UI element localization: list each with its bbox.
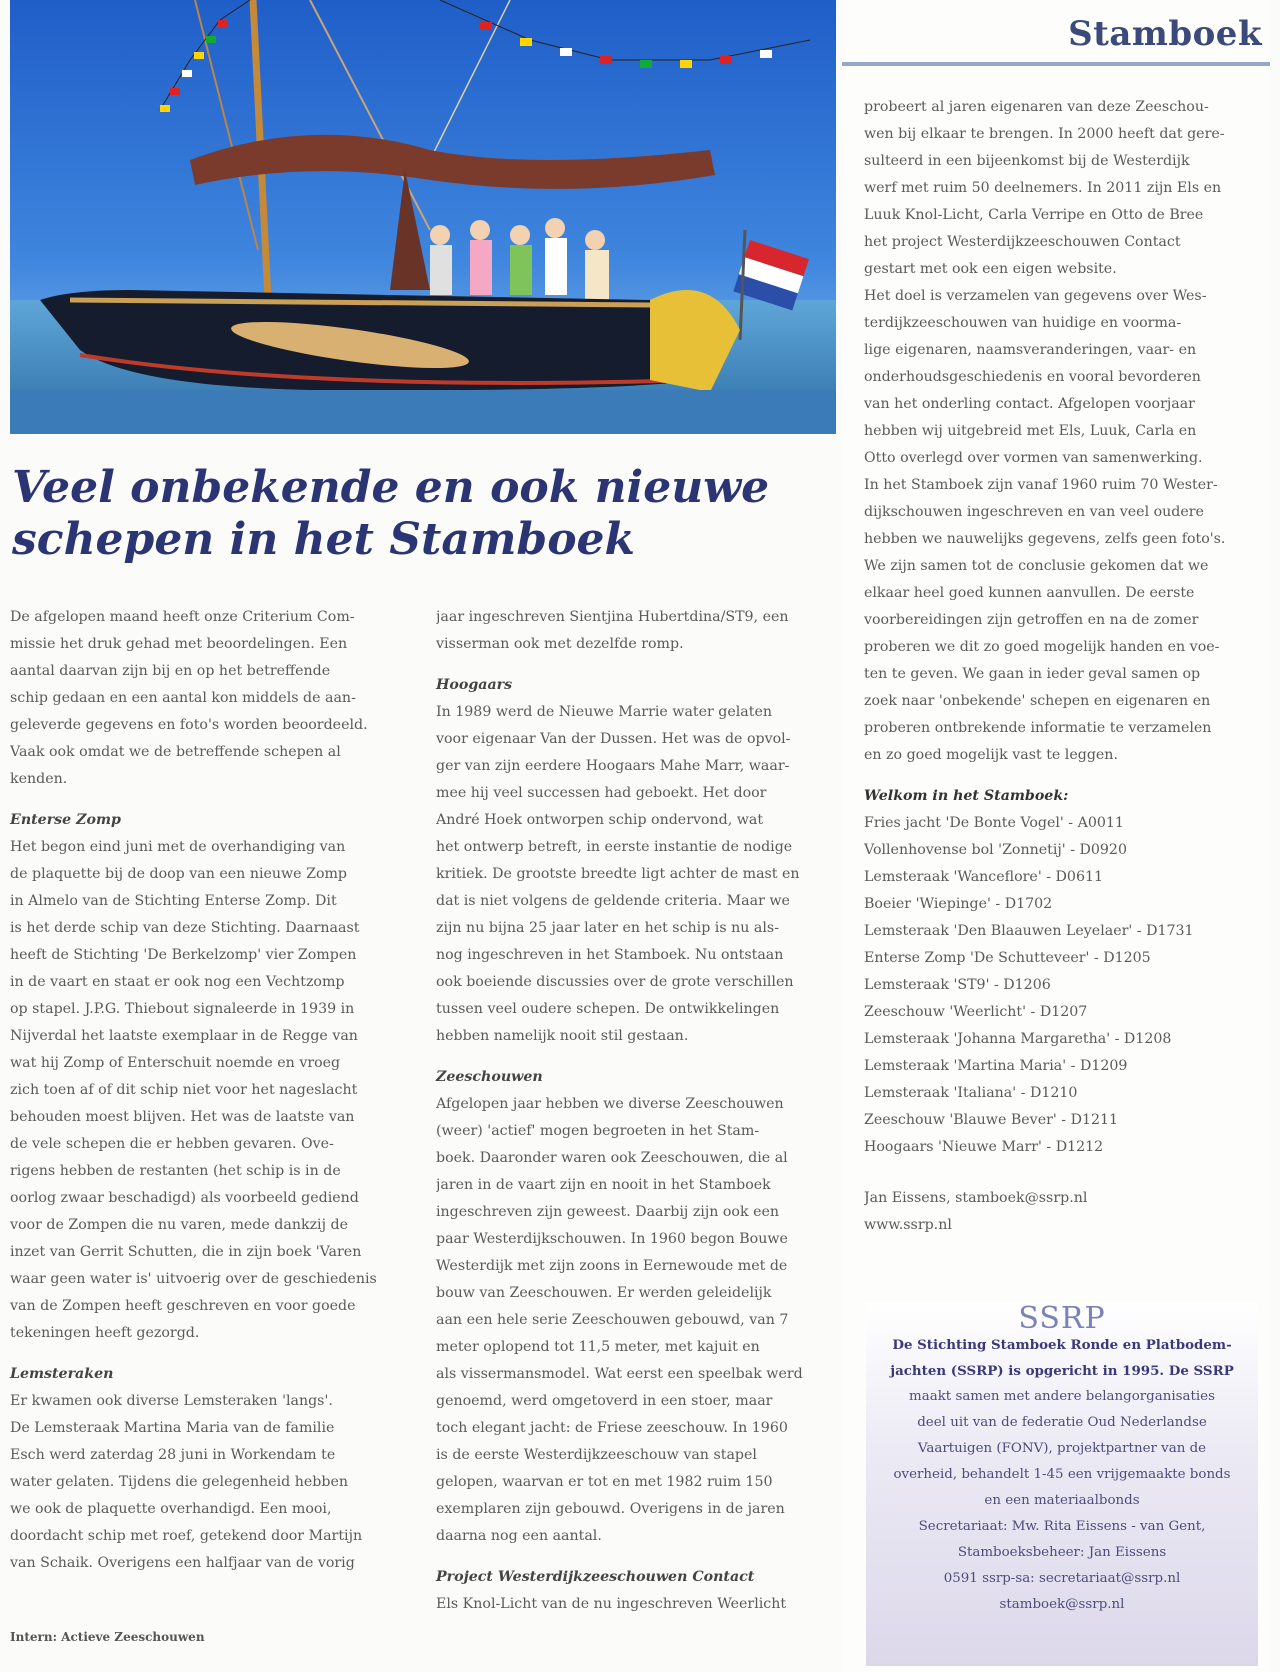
- column-left: [10, 604, 398, 1577]
- text-line: zijn nu bijna 25 jaar later en het schip is nu als-: [436, 920, 779, 936]
- text-line: Otto overlegd over vormen van samenwerking.: [864, 450, 1203, 466]
- photo-caption: Intern: Actieve Zeeschouwen: [10, 1630, 205, 1644]
- text-line: Lemsteraak 'Johanna Margaretha' - D1208: [864, 1031, 1172, 1047]
- text-line: water gelaten. Tijdens die gelegenheid hebben: [10, 1474, 348, 1490]
- text-line: In het Stamboek zijn vanaf 1960 ruim 70 Wester-: [864, 477, 1218, 493]
- text-line: André Hoek ontworpen schip ondervond, wat: [436, 812, 764, 828]
- ssrp-text: [866, 1332, 1258, 1618]
- text-line: kenden.: [10, 771, 68, 787]
- text-line: daarna nog een aantal.: [436, 1528, 602, 1544]
- text-line: Lemsteraak 'Martina Maria' - D1209: [864, 1058, 1128, 1074]
- text-line: hebben we nauwelijks gegevens, zelfs geen foto's.: [864, 531, 1226, 547]
- paragraph-project: [436, 1591, 826, 1618]
- paragraph-lemsteraken: [10, 1388, 398, 1577]
- article-headline: [12, 462, 812, 566]
- text-line: De Lemsteraak Martina Maria van de familie: [10, 1420, 335, 1436]
- paragraph-continued: [436, 604, 826, 658]
- text-line: en zo goed mogelijk vast te leggen.: [864, 747, 1118, 763]
- text-line: toch elegant jacht: de Friese zeeschouw. In 1960: [436, 1420, 788, 1436]
- text-line: Esch werd zaterdag 28 juni in Workendam te: [10, 1447, 336, 1463]
- header-divider: [842, 62, 1270, 66]
- text-line: lige eigenaren, naamsveranderingen, vaar- en: [864, 342, 1197, 358]
- text-line: Jan Eissens, stamboek@ssrp.nl: [864, 1190, 1088, 1206]
- text-line: Nijverdal het laatste exemplaar in de Regge van: [10, 1028, 358, 1044]
- subheading-enterse-zomp: Enterse Zomp: [10, 812, 121, 828]
- text-line: Luuk Knol-Licht, Carla Verripe en Otto de Bree: [864, 207, 1204, 223]
- text-line: Vaak ook omdat we de betreffende schepen al: [10, 744, 341, 760]
- text-line: jaar ingeschreven Sientjina Hubertdina/ST9, een: [436, 609, 789, 625]
- text-line: voorbereidingen zijn getroffen en na de zomer: [864, 612, 1199, 628]
- ssrp-info-box: [866, 1302, 1258, 1666]
- text-line: tekeningen heeft gezorgd.: [10, 1325, 200, 1341]
- text-line: maakt samen met andere belangorganisaties: [909, 1389, 1215, 1404]
- welcome-heading: Welkom in het Stamboek:: [864, 788, 1069, 804]
- text-line: Lemsteraak 'Wanceflore' - D0611: [864, 869, 1104, 885]
- text-line: Westerdijk met zijn zoons in Eernewoude met de: [436, 1258, 788, 1274]
- text-line: visserman ook met dezelfde romp.: [436, 636, 684, 652]
- paragraph-enterse-zomp: [10, 834, 398, 1347]
- text-line: Lemsteraak 'ST9' - D1206: [864, 977, 1051, 993]
- text-line: Hoogaars 'Nieuwe Marr' - D1212: [864, 1139, 1104, 1155]
- text-line: meter oplopend tot 11,5 meter, met kajuit en: [436, 1339, 760, 1355]
- text-line: deel uit van de federatie Oud Nederlandse: [917, 1415, 1207, 1430]
- text-line: Els Knol-Licht van de nu ingeschreven Weerlicht: [436, 1596, 787, 1612]
- subheading-zeeschouwen: Zeeschouwen: [436, 1069, 543, 1085]
- text-line: Fries jacht 'De Bonte Vogel' - A0011: [864, 815, 1124, 831]
- headline-line: schepen in het Stamboek: [12, 514, 636, 565]
- text-line: we ook de plaquette overhandigd. Een mooi,: [10, 1501, 332, 1517]
- text-line: Secretariaat: Mw. Rita Eissens - van Gent,: [918, 1519, 1206, 1534]
- text-line: elkaar heel goed kunnen aanvullen. De eerste: [864, 585, 1195, 601]
- text-line: rigens hebben de restanten (het schip is in de: [10, 1163, 341, 1179]
- text-line: inzet van Gerrit Schutten, die in zijn boek 'Varen: [10, 1244, 362, 1260]
- paragraph-hoogaars: [436, 699, 826, 1050]
- contact-info: [864, 1185, 1264, 1239]
- column-middle: [436, 604, 826, 1618]
- text-line: in de vaart en staat er ook nog een Vechtzomp: [10, 974, 345, 990]
- text-line: dijkschouwen ingeschreven en van veel oudere: [864, 504, 1204, 520]
- text-line: wat hij Zomp of Enterschuit noemde en vroeg: [10, 1055, 341, 1071]
- text-line: geleverde gegevens en foto's worden beoordeeld.: [10, 717, 368, 733]
- text-line: ten te geven. We gaan in ieder geval samen op: [864, 666, 1201, 682]
- text-line: behouden moest blijven. Het was de laatste van: [10, 1109, 355, 1125]
- text-line: proberen we dit zo goed mogelijk handen en voe-: [864, 639, 1220, 655]
- text-line: hebben namelijk nooit stil gestaan.: [436, 1028, 689, 1044]
- text-line: de plaquette bij de doop van een nieuwe Zomp: [10, 866, 348, 882]
- text-line: Het begon eind juni met de overhandiging van: [10, 839, 346, 855]
- text-line: aantal daarvan zijn bij en op het betreffende: [10, 663, 331, 679]
- text-line: kritiek. De grootste breedte ligt achter de mast en: [436, 866, 800, 882]
- text-line: ger van zijn eerdere Hoogaars Mahe Marr, waar-: [436, 758, 790, 774]
- text-line: gestart met ook een eigen website.: [864, 261, 1117, 277]
- text-line: Boeier 'Wiepinge' - D1702: [864, 896, 1053, 912]
- text-line: zoek naar 'onbekende' schepen en eigenaren en: [864, 693, 1211, 709]
- text-line: Lemsteraak 'Italiana' - D1210: [864, 1085, 1078, 1101]
- boat-photo: [10, 0, 836, 434]
- text-line: is het derde schip van deze Stichting. Daarnaast: [10, 920, 360, 936]
- text-line: tussen veel oudere schepen. De ontwikkelingen: [436, 1001, 780, 1017]
- text-line: In 1989 werd de Nieuwe Marrie water gelaten: [436, 704, 772, 720]
- text-line: terdijkzeeschouwen van huidige en voorma-: [864, 315, 1182, 331]
- text-line: sulteerd in een bijeenkomst bij de Westerdijk: [864, 153, 1190, 169]
- text-line: Lemsteraak 'Den Blaauwen Leyelaer' - D1731: [864, 923, 1194, 939]
- text-line: en een materiaalbonds: [984, 1493, 1140, 1508]
- text-line: missie het druk gehad met beoordelingen. Een: [10, 636, 348, 652]
- text-line: stamboek@ssrp.nl: [999, 1597, 1125, 1612]
- text-line: Er kwamen ook diverse Lemsteraken 'langs'.: [10, 1393, 333, 1409]
- text-line: www.ssrp.nl: [864, 1217, 952, 1233]
- headline-line: Veel onbekende en ook nieuwe: [12, 462, 770, 513]
- text-line: van de Zompen heeft geschreven en voor goede: [10, 1298, 356, 1314]
- text-line: Stamboeksbeheer: Jan Eissens: [957, 1545, 1167, 1560]
- text-line: heeft de Stichting 'De Berkelzomp' vier Zompen: [10, 947, 357, 963]
- text-line: overheid, behandelt 1-45 een vrijgemaakte bonds: [893, 1467, 1231, 1482]
- text-line: Het doel is verzamelen van gegevens over Wes-: [864, 288, 1207, 304]
- text-line: schip gedaan en een aantal kon middels de aan-: [10, 690, 356, 706]
- text-line: Afgelopen jaar hebben we diverse Zeeschouwen: [436, 1096, 784, 1112]
- text-line: werf met ruim 50 deelnemers. In 2011 zijn Els en: [864, 180, 1222, 196]
- text-line: oorlog zwaar beschadigd) als voorbeeld gediend: [10, 1190, 359, 1206]
- text-line: in Almelo van de Stichting Enterse Zomp. Dit: [10, 893, 337, 909]
- subheading-project: Project Westerdijkzeeschouwen Contact: [436, 1569, 755, 1585]
- text-line: het project Westerdijkzeeschouwen Contact: [864, 234, 1181, 250]
- column-right: [864, 94, 1264, 1239]
- text-line: Vaartuigen (FONV), projektpartner van de: [917, 1441, 1207, 1456]
- text-line: boek. Daaronder waren ook Zeeschouwen, die al: [436, 1150, 788, 1166]
- text-line: Enterse Zomp 'De Schutteveer' - D1205: [864, 950, 1151, 966]
- welcome-list: [864, 810, 1264, 1161]
- text-line: We zijn samen tot de conclusie gekomen dat we: [864, 558, 1209, 574]
- text-line: mee hij veel successen had geboekt. Het door: [436, 785, 767, 801]
- text-line: 0591 ssrp-sa: secretariaat@ssrp.nl: [943, 1571, 1181, 1586]
- text-line: gelopen, waarvan er tot en met 1982 ruim 150: [436, 1474, 773, 1490]
- text-line: is de eerste Westerdijkzeeschouw van stapel: [436, 1447, 757, 1463]
- text-line: als vissermansmodel. Wat eerst een speelbak werd: [436, 1366, 803, 1382]
- text-line: wen bij elkaar te brengen. In 2000 heeft dat gere-: [864, 126, 1225, 142]
- text-line: Zeeschouw 'Weerlicht' - D1207: [864, 1004, 1088, 1020]
- subheading-hoogaars: Hoogaars: [436, 677, 513, 693]
- text-line: dat is niet volgens de geldende criteria. Maar we: [436, 893, 790, 909]
- text-line: van Schaik. Overigens een halfjaar van de vorig: [10, 1555, 355, 1571]
- text-line: De Stichting Stamboek Ronde en Platbodem-: [892, 1337, 1232, 1353]
- text-line: Vollenhovense bol 'Zonnetij' - D0920: [864, 842, 1127, 858]
- paragraph-project-continued: [864, 94, 1264, 769]
- text-line: Zeeschouw 'Blauwe Bever' - D1211: [864, 1112, 1119, 1128]
- text-line: ingeschreven zijn geweest. Daarbij zijn ook een: [436, 1204, 780, 1220]
- text-line: nog ingeschreven in het Stamboek. Nu ontstaan: [436, 947, 784, 963]
- text-line: De afgelopen maand heeft onze Criterium Com-: [10, 609, 355, 625]
- paragraph-zeeschouwen: [436, 1091, 826, 1550]
- text-line: bouw van Zeeschouwen. Er werden geleidelijk: [436, 1285, 772, 1301]
- text-line: op stapel. J.P.G. Thiebout signaleerde in 1939 in: [10, 1001, 355, 1017]
- text-line: (weer) 'actief' mogen begroeten in het Stam-: [436, 1123, 760, 1139]
- text-line: proberen ontbrekende informatie te verzamelen: [864, 720, 1212, 736]
- text-line: jaren in de vaart zijn en nooit in het Stamboek: [436, 1177, 771, 1193]
- text-line: paar Westerdijkschouwen. In 1960 begon Bouwe: [436, 1231, 788, 1247]
- text-line: zich toen af of dit schip niet voor het nageslacht: [10, 1082, 358, 1098]
- text-line: de vele schepen die er hebben gevaren. Ove-: [10, 1136, 334, 1152]
- text-line: waar geen water is' uitvoerig over de geschiedenis: [10, 1271, 377, 1287]
- subheading-lemsteraken: Lemsteraken: [10, 1366, 114, 1382]
- ssrp-title: SSRP: [1018, 1301, 1106, 1336]
- text-line: voor de Zompen die nu varen, mede dankzij de: [10, 1217, 348, 1233]
- text-line: doordacht schip met roef, getekend door Martijn: [10, 1528, 363, 1544]
- text-line: jachten (SSRP) is opgericht in 1995. De SSRP: [890, 1363, 1234, 1379]
- text-line: aan een hele serie Zeeschouwen gebouwd, van 7: [436, 1312, 789, 1328]
- text-line: voor eigenaar Van der Dussen. Het was de opvol-: [436, 731, 791, 747]
- text-line: hebben wij uitgebreid met Els, Luuk, Carla en: [864, 423, 1197, 439]
- paragraph-intro: [10, 604, 398, 793]
- text-line: probeert al jaren eigenaren van deze Zeeschou-: [864, 99, 1209, 115]
- text-line: het ontwerp betreft, in eerste instantie de nodige: [436, 839, 793, 855]
- text-line: van het onderling contact. Afgelopen voorjaar: [864, 396, 1195, 412]
- text-line: onderhoudsgeschiedenis en vooral bevorderen: [864, 369, 1201, 385]
- text-line: ook boeiende discussies over de grote verschillen: [436, 974, 794, 990]
- text-line: exemplaren zijn gebouwd. Overigens in de jaren: [436, 1501, 785, 1517]
- text-line: genoemd, werd omgetoverd in een stoer, maar: [436, 1393, 773, 1409]
- section-title: Stamboek: [1068, 14, 1262, 54]
